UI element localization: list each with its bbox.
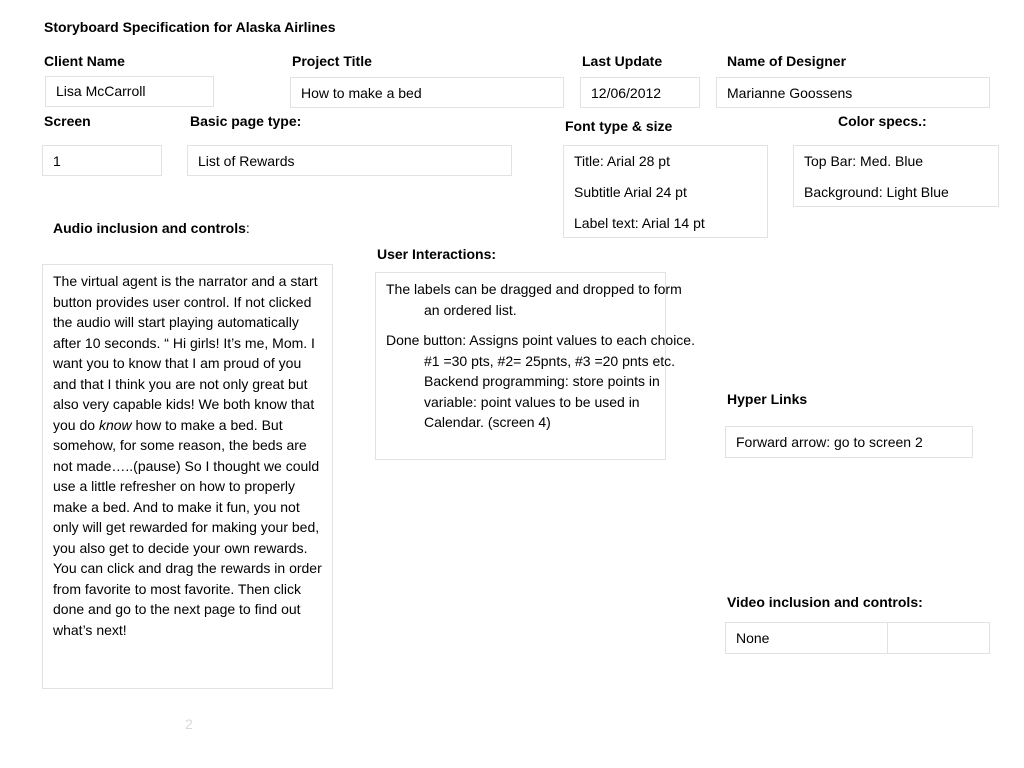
font-spec-label-text: Label text: Arial 14 pt [574, 215, 705, 231]
last-update-field [580, 77, 700, 108]
font-specs-box [563, 145, 768, 238]
color-spec-top-bar: Top Bar: Med. Blue [804, 153, 924, 169]
last-update-label: Last Update [582, 53, 663, 69]
audio-description-box [42, 264, 333, 689]
document-title: Storyboard Specification for Alaska Airlines [44, 19, 336, 35]
color-spec-background: Background: Light Blue [804, 184, 949, 200]
designer-label: Name of Designer [727, 53, 847, 69]
user-interactions-label: User Interactions: [377, 246, 497, 262]
interaction-done-button: Done button: Assigns point values to each choice. #1 =30 pts, #2= 25pnts, #3 =20 pnts etc. Backend programming: store points in variable: point values to be used in Calendar. (screen 4) [386, 332, 695, 430]
font-spec-subtitle: Subtitle Arial 24 pt [574, 184, 687, 200]
video-field-extra [887, 622, 990, 654]
audio-label: Audio inclusion and controls: [53, 220, 250, 236]
color-specs-box [793, 145, 999, 207]
last-update-value: 12/06/2012 [591, 85, 662, 101]
designer-value: Marianne Goossens [727, 85, 853, 101]
project-title-field [290, 77, 564, 108]
client-name-value: Lisa McCarroll [56, 83, 146, 99]
video-label: Video inclusion and controls: [727, 594, 923, 610]
project-title-value: How to make a bed [301, 85, 422, 101]
hyper-links-box [725, 426, 973, 458]
user-interactions-box [375, 272, 695, 460]
hyper-links-label: Hyper Links [727, 391, 808, 407]
project-title-label: Project Title [292, 53, 372, 69]
page-type-field [187, 145, 512, 176]
hyper-link-forward-arrow: Forward arrow: go to screen 2 [736, 434, 923, 450]
page-number: 2 [185, 716, 193, 732]
screen-field [42, 145, 162, 176]
video-value: None [736, 630, 770, 646]
client-name-field [45, 76, 214, 107]
audio-script-text: The virtual agent is the narrator and a start button provides user control. If not clicked the audio will start playing automatically after 10 seconds. “ Hi girls! It’s me, Mom. I want you to know that I am proud of you and that I think you are not only great but also very capable kids! We both know that you do know how to make a bed. But somehow, for some reason, the beds are not made…..(pause) So I thought we could use a little refresher on how to properly make a bed. And to make it fun, you not only will get rewarded for making your bed, you also get to decide your own rewards. You can click and drag the rewards in order from favorite to most favorite. Then click done and go to the next page to find out what’s next! [53, 273, 322, 638]
page-type-value: List of Rewards [198, 153, 295, 169]
font-spec-title: Title: Arial 28 pt [574, 153, 670, 169]
screen-value: 1 [53, 153, 61, 169]
video-field [725, 622, 888, 654]
client-name-label: Client Name [44, 53, 125, 69]
page-type-label: Basic page type: [190, 113, 302, 129]
screen-label: Screen [44, 113, 91, 129]
font-specs-label: Font type & size [565, 118, 673, 134]
color-specs-label: Color specs.: [838, 113, 927, 129]
designer-field [716, 77, 990, 108]
interaction-drag-drop: The labels can be dragged and dropped to form an ordered list. [386, 281, 682, 318]
